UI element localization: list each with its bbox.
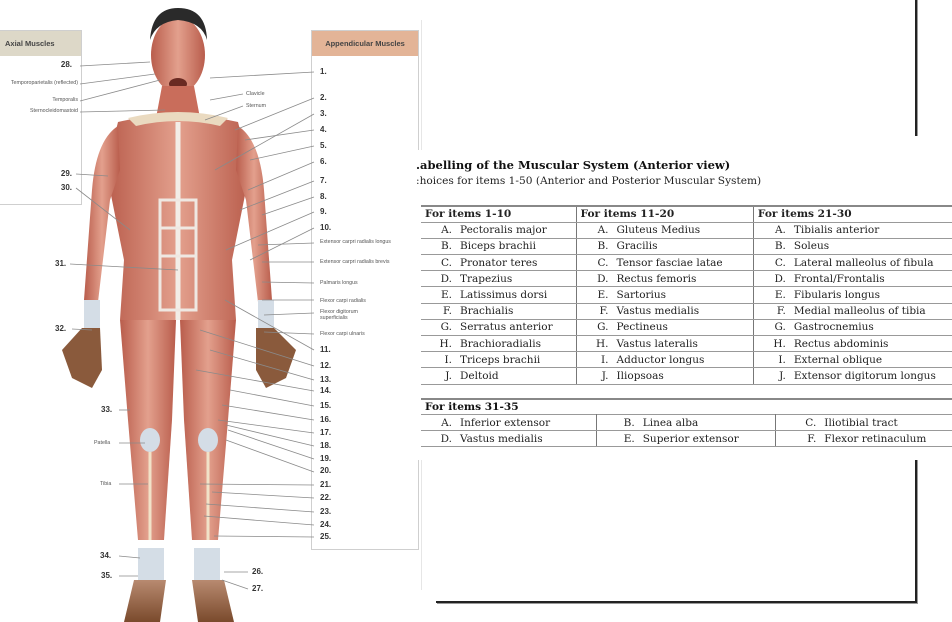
choice-text: Soleus xyxy=(793,240,830,253)
choice-cell xyxy=(421,415,596,431)
choice-letter: C. xyxy=(805,416,817,429)
choice-text: Superior extensor xyxy=(642,432,739,445)
choice-letter: E. xyxy=(440,289,452,302)
choice-cell xyxy=(421,255,576,271)
label-27: 27. xyxy=(252,584,264,593)
label-31: 31. xyxy=(55,259,67,268)
choice-cell xyxy=(421,352,576,368)
choice-cell xyxy=(576,303,753,319)
choice-cell xyxy=(576,336,753,352)
choice-letter: B. xyxy=(774,240,786,253)
header-items-21-30: For items 21-30 xyxy=(753,206,952,222)
worksheet-title: .abelling of the Muscular System (Anterior view) xyxy=(416,158,731,172)
choice-letter: B. xyxy=(623,416,635,429)
choice-text: External oblique xyxy=(793,353,883,366)
label-15: 15. xyxy=(320,401,332,410)
choice-cell xyxy=(576,255,753,271)
choice-letter: F. xyxy=(599,305,609,318)
choice-text: Adductor longus xyxy=(616,353,705,366)
label-14: 14. xyxy=(320,386,332,395)
label-12: 12. xyxy=(320,361,332,370)
label-2: 2. xyxy=(320,93,327,102)
choice-letter: D. xyxy=(440,272,452,285)
choice-text: Brachialis xyxy=(460,305,514,318)
choice-cell xyxy=(576,319,753,335)
label-18: 18. xyxy=(320,441,332,450)
label-23: 23. xyxy=(320,507,332,516)
choice-cell xyxy=(421,287,576,303)
label-22: 22. xyxy=(320,493,332,502)
choice-cell xyxy=(421,336,576,352)
label-29: 29. xyxy=(60,169,72,178)
table-row xyxy=(421,271,952,287)
choice-text: Linea alba xyxy=(642,416,699,429)
label-patella: Patella xyxy=(94,440,111,446)
choice-cell xyxy=(753,287,952,303)
axial-muscles-header: Axial Muscles xyxy=(0,31,81,56)
table-row xyxy=(421,255,952,271)
header-items-31-35: For items 31-35 xyxy=(425,401,519,413)
choice-text: Medial malleolus of tibia xyxy=(793,305,926,318)
choice-letter: A. xyxy=(597,224,609,237)
choice-letter: J. xyxy=(445,369,452,382)
muscle-diagram xyxy=(0,0,430,622)
choice-letter: F. xyxy=(776,305,786,318)
choice-text: Tensor fasciae latae xyxy=(616,256,723,269)
choice-letter: A. xyxy=(441,416,452,429)
label-clavicle: Clavicle xyxy=(246,91,265,97)
choice-text: Iliotibial tract xyxy=(824,416,898,429)
choice-cell xyxy=(576,222,753,238)
table-row xyxy=(421,431,952,447)
choice-cell xyxy=(753,271,952,287)
label-21: 21. xyxy=(320,480,332,489)
choice-letter: C. xyxy=(441,256,452,269)
choice-letter: I. xyxy=(444,353,452,366)
choice-cell xyxy=(753,336,952,352)
worksheet-subtitle: :hoices for items 1-50 (Anterior and Posterior Muscular System) xyxy=(416,175,762,187)
choice-letter: D. xyxy=(440,432,452,445)
label-1: 1. xyxy=(320,67,327,76)
choice-text: Rectus abdominis xyxy=(793,337,889,350)
table-row xyxy=(421,368,952,384)
choice-cell xyxy=(421,271,576,287)
choice-text: Extensor digitorum longus xyxy=(793,369,936,382)
table-row xyxy=(421,222,952,238)
choice-text: Vastus medialis xyxy=(616,305,700,318)
choice-letter: A. xyxy=(441,224,452,237)
header-items-1-10: For items 1-10 xyxy=(421,206,576,222)
choice-text: Gracilis xyxy=(616,240,658,253)
choice-cell xyxy=(421,222,576,238)
choice-text: Flexor retinaculum xyxy=(824,432,927,445)
choice-letter: H. xyxy=(596,337,609,350)
table-row xyxy=(421,287,952,303)
table-row xyxy=(421,415,952,431)
choice-cell xyxy=(753,255,952,271)
choice-text: Deltoid xyxy=(460,369,499,382)
table-row xyxy=(421,303,952,319)
choice-text: Triceps brachii xyxy=(460,353,541,366)
label-8: 8. xyxy=(320,192,327,201)
choice-cell xyxy=(753,352,952,368)
choice-cell xyxy=(576,368,753,384)
choice-letter: E. xyxy=(623,432,635,445)
choice-letter: I. xyxy=(601,353,609,366)
table-row xyxy=(421,238,952,254)
label-temporalis: Temporalis xyxy=(52,97,78,103)
choice-letter: H. xyxy=(773,337,786,350)
label-33: 33. xyxy=(101,405,113,414)
label-temporoparietalis: Temporoparietalis (reflected) xyxy=(10,80,78,86)
appendicular-muscles-header: Appendicular Muscles xyxy=(312,31,418,56)
choice-letter: E. xyxy=(774,289,786,302)
choice-letter: D. xyxy=(774,272,786,285)
choice-letter: C. xyxy=(774,256,786,269)
label-35: 35. xyxy=(101,571,113,580)
choice-text: Brachioradialis xyxy=(460,337,542,350)
choice-cell xyxy=(421,303,576,319)
label-4: 4. xyxy=(320,125,327,134)
label-19: 19. xyxy=(320,454,332,463)
choice-text: Latissimus dorsi xyxy=(460,289,548,302)
worksheet xyxy=(416,150,952,460)
label-flexor-carpi-ulnaris: Flexor carpi ulnaris xyxy=(320,331,365,337)
choice-cell xyxy=(421,368,576,384)
choice-cell xyxy=(753,238,952,254)
choice-letter: F. xyxy=(807,432,817,445)
choice-letter: G. xyxy=(774,321,786,334)
label-sternocleidomastoid: Sternocleidomastoid xyxy=(30,108,78,114)
choice-text: Vastus medialis xyxy=(460,432,543,445)
choice-cell xyxy=(596,431,776,447)
choice-cell xyxy=(576,287,753,303)
choice-cell xyxy=(776,431,952,447)
choice-text: Fibularis longus xyxy=(793,289,881,302)
label-flexor-carpi-radialis: Flexor carpi radialis xyxy=(320,298,366,304)
choice-letter: C. xyxy=(597,256,609,269)
choice-cell xyxy=(753,319,952,335)
choice-letter: H. xyxy=(439,337,452,350)
label-palmaris-longus: Palmaris longus xyxy=(320,280,358,286)
label-11: 11. xyxy=(320,345,331,354)
section-rule xyxy=(421,398,952,400)
choice-cell xyxy=(421,319,576,335)
label-16: 16. xyxy=(320,415,332,424)
choice-cell xyxy=(421,431,596,447)
choice-letter: G. xyxy=(440,321,452,334)
label-32: 32. xyxy=(55,324,67,333)
choice-text: Rectus femoris xyxy=(616,272,697,285)
choice-text: Inferior extensor xyxy=(460,416,551,429)
choice-cell xyxy=(776,415,952,431)
label-30: 30. xyxy=(60,183,72,192)
label-tibia: Tibia xyxy=(100,481,112,487)
label-7: 7. xyxy=(320,176,327,185)
choice-letter: D. xyxy=(597,272,609,285)
label-3: 3. xyxy=(320,109,327,118)
choice-cell xyxy=(596,415,776,431)
choice-cell xyxy=(576,238,753,254)
choice-text: Iliopsoas xyxy=(616,369,664,382)
label-9: 9. xyxy=(320,207,327,216)
choice-letter: B. xyxy=(597,240,609,253)
choice-cell xyxy=(753,368,952,384)
label-26: 26. xyxy=(252,567,264,576)
choice-text: Sartorius xyxy=(616,289,667,302)
choice-letter: J. xyxy=(779,369,786,382)
table-row xyxy=(421,319,952,335)
choices-table-1-30 xyxy=(421,205,952,385)
choice-text: Gastrocnemius xyxy=(793,321,874,334)
choice-cell xyxy=(753,222,952,238)
label-flexor-digitorum-superficialis: Flexor digitorum superficialis xyxy=(320,309,358,321)
choice-cell xyxy=(753,303,952,319)
choice-letter: E. xyxy=(597,289,609,302)
label-20: 20. xyxy=(320,466,332,475)
table-row xyxy=(421,336,952,352)
choice-letter: G. xyxy=(597,321,609,334)
choice-text: Pectoralis major xyxy=(460,224,547,237)
choice-text: Pectineus xyxy=(616,321,668,334)
label-extensor-carpi-radialis-longus: Extensor carpri radialis longus xyxy=(320,239,391,245)
choice-text: Vastus lateralis xyxy=(616,337,698,350)
label-extensor-carpi-radialis-brevis: Extensor carpri radialis brevis xyxy=(320,259,390,265)
label-sternum: Sternum xyxy=(246,103,267,109)
label-13: 13. xyxy=(320,375,332,384)
label-6: 6. xyxy=(320,157,327,166)
choice-cell xyxy=(421,238,576,254)
choice-letter: J. xyxy=(601,369,609,382)
choice-text: Serratus anterior xyxy=(460,321,553,334)
label-28: 28. xyxy=(60,60,72,69)
choice-text: Trapezius xyxy=(460,272,513,285)
label-5: 5. xyxy=(320,141,327,150)
choice-letter: A. xyxy=(774,224,786,237)
label-10: 10. xyxy=(320,223,332,232)
choice-text: Frontal/Frontalis xyxy=(793,272,885,285)
choice-text: Biceps brachii xyxy=(460,240,536,253)
choice-cell xyxy=(576,352,753,368)
choice-text: Tibialis anterior xyxy=(793,224,880,237)
label-34: 34. xyxy=(100,551,112,560)
choice-letter: B. xyxy=(440,240,452,253)
header-items-11-20: For items 11-20 xyxy=(576,206,753,222)
choice-letter: I. xyxy=(778,353,786,366)
label-25: 25. xyxy=(320,532,332,541)
choice-text: Pronator teres xyxy=(460,256,538,269)
choice-text: Lateral malleolus of fibula xyxy=(793,256,934,269)
choice-letter: F. xyxy=(443,305,452,318)
label-24: 24. xyxy=(320,520,332,529)
choice-text: Gluteus Medius xyxy=(616,224,701,237)
choices-table-31-35 xyxy=(421,414,952,447)
table-row xyxy=(421,352,952,368)
label-17: 17. xyxy=(320,428,332,437)
choice-cell xyxy=(576,271,753,287)
